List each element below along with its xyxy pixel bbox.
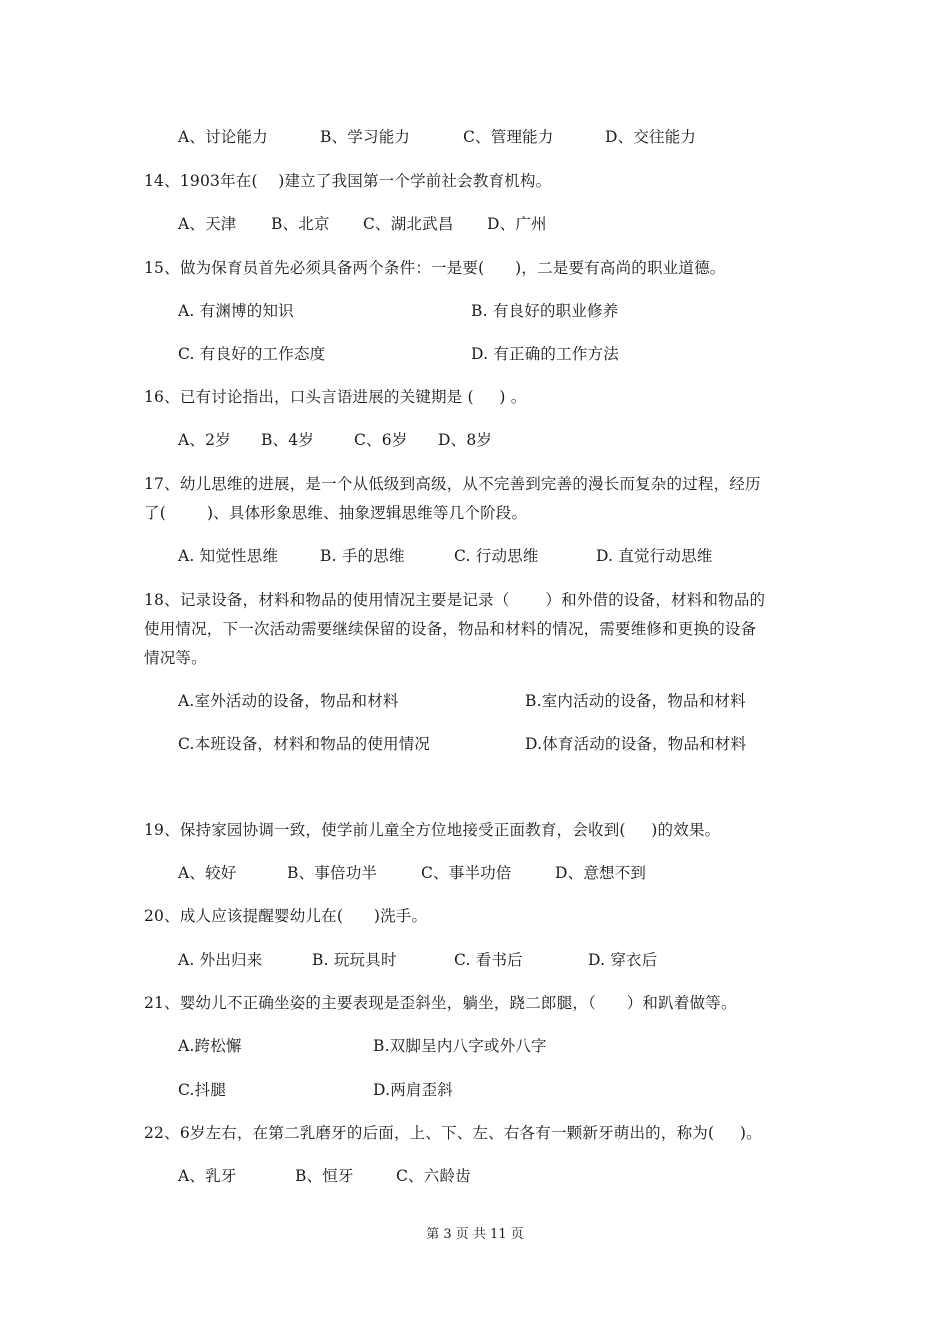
q15-option-d[interactable]: D. 有正确的工作方法 bbox=[471, 345, 619, 363]
q22-option-a[interactable]: A、乳牙 bbox=[178, 1167, 237, 1185]
q19-stem: 19、保持家园协调一致，使学前儿童全方位地接受正面教育，会收到( )的效果。 bbox=[144, 821, 721, 839]
q21-option-d[interactable]: D.两肩歪斜 bbox=[373, 1081, 454, 1099]
q19-option-c[interactable]: C、事半功倍 bbox=[421, 864, 512, 882]
q15-option-c[interactable]: C. 有良好的工作态度 bbox=[178, 345, 326, 363]
q20-option-d[interactable]: D. 穿衣后 bbox=[588, 951, 658, 969]
q22-stem: 22、6岁左右，在第二乳磨牙的后面，上、下、左、右各有一颗新牙萌出的，称为( )。 bbox=[144, 1124, 762, 1142]
q14-stem: 14、1903年在( )建立了我国第一个学前社会教育机构。 bbox=[144, 172, 552, 190]
q21-option-a[interactable]: A.跨松懈 bbox=[178, 1037, 242, 1055]
q14-option-b[interactable]: B、北京 bbox=[271, 215, 330, 233]
q16-option-a[interactable]: A、2岁 bbox=[178, 431, 231, 449]
q16-stem: 16、已有讨论指出，口头言语进展的关键期是 ( ) 。 bbox=[144, 388, 527, 406]
q18-option-c[interactable]: C.本班设备，材料和物品的使用情况 bbox=[178, 735, 431, 753]
q13-option-b[interactable]: B、学习能力 bbox=[320, 128, 411, 146]
q20-stem: 20、成人应该提醒婴幼儿在( )洗手。 bbox=[144, 907, 428, 925]
q19-option-d[interactable]: D、意想不到 bbox=[555, 864, 647, 882]
q17-option-d[interactable]: D. 直觉行动思维 bbox=[596, 547, 713, 565]
q17-stem-line-2: 了( )、具体形象思维、抽象逻辑思维等几个阶段。 bbox=[144, 504, 528, 522]
page-footer: 第 3 页 共 11 页 bbox=[426, 1227, 524, 1242]
q16-option-b[interactable]: B、4岁 bbox=[261, 431, 315, 449]
q21-option-b[interactable]: B.双脚呈内八字或外八字 bbox=[373, 1037, 547, 1055]
q13-option-d[interactable]: D、交往能力 bbox=[605, 128, 697, 146]
q22-option-c[interactable]: C、六龄齿 bbox=[396, 1167, 471, 1185]
q20-option-b[interactable]: B. 玩玩具时 bbox=[312, 951, 397, 969]
q19-option-b[interactable]: B、事倍功半 bbox=[287, 864, 378, 882]
q18-stem-line-1: 18、记录设备，材料和物品的使用情况主要是记录（ ）和外借的设备，材料和物品的 bbox=[144, 591, 766, 609]
q14-option-d[interactable]: D、广州 bbox=[487, 215, 547, 233]
q18-option-a[interactable]: A.室外活动的设备，物品和材料 bbox=[178, 692, 399, 710]
q16-option-c[interactable]: C、6岁 bbox=[354, 431, 408, 449]
q13-option-c[interactable]: C、管理能力 bbox=[463, 128, 554, 146]
q14-option-c[interactable]: C、湖北武昌 bbox=[363, 215, 454, 233]
q18-option-d[interactable]: D.体育活动的设备，物品和材料 bbox=[525, 735, 747, 753]
q18-option-b[interactable]: B.室内活动的设备，物品和材料 bbox=[525, 692, 746, 710]
q15-option-a[interactable]: A. 有渊博的知识 bbox=[178, 302, 294, 320]
q17-option-b[interactable]: B. 手的思维 bbox=[320, 547, 405, 565]
q21-option-c[interactable]: C.抖腿 bbox=[178, 1081, 227, 1099]
q22-option-b[interactable]: B、恒牙 bbox=[295, 1167, 354, 1185]
q19-option-a[interactable]: A、较好 bbox=[178, 864, 237, 882]
q18-stem-line-2: 使用情况，下一次活动需要继续保留的设备，物品和材料的情况，需要维修和更换的设备 bbox=[144, 620, 757, 638]
q17-stem-line-1: 17、幼儿思维的进展，是一个从低级到高级，从不完善到完善的漫长而复杂的过程，经历 bbox=[144, 475, 761, 493]
q15-stem: 15、做为保育员首先必须具备两个条件：一是要( )，二是要有高尚的职业道德。 bbox=[144, 259, 726, 277]
q14-option-a[interactable]: A、天津 bbox=[178, 215, 237, 233]
q17-option-c[interactable]: C. 行动思维 bbox=[454, 547, 539, 565]
q20-option-c[interactable]: C. 看书后 bbox=[454, 951, 523, 969]
q13-option-a[interactable]: A、讨论能力 bbox=[178, 128, 268, 146]
q20-option-a[interactable]: A. 外出归来 bbox=[178, 951, 263, 969]
q15-option-b[interactable]: B. 有良好的职业修养 bbox=[471, 302, 619, 320]
q17-option-a[interactable]: A. 知觉性思维 bbox=[178, 547, 279, 565]
q16-option-d[interactable]: D、8岁 bbox=[438, 431, 493, 449]
q21-stem: 21、婴幼儿不正确坐姿的主要表现是歪斜坐，躺坐，跷二郎腿，（ ）和趴着做等。 bbox=[144, 994, 737, 1012]
q18-stem-line-3: 情况等。 bbox=[144, 649, 207, 667]
